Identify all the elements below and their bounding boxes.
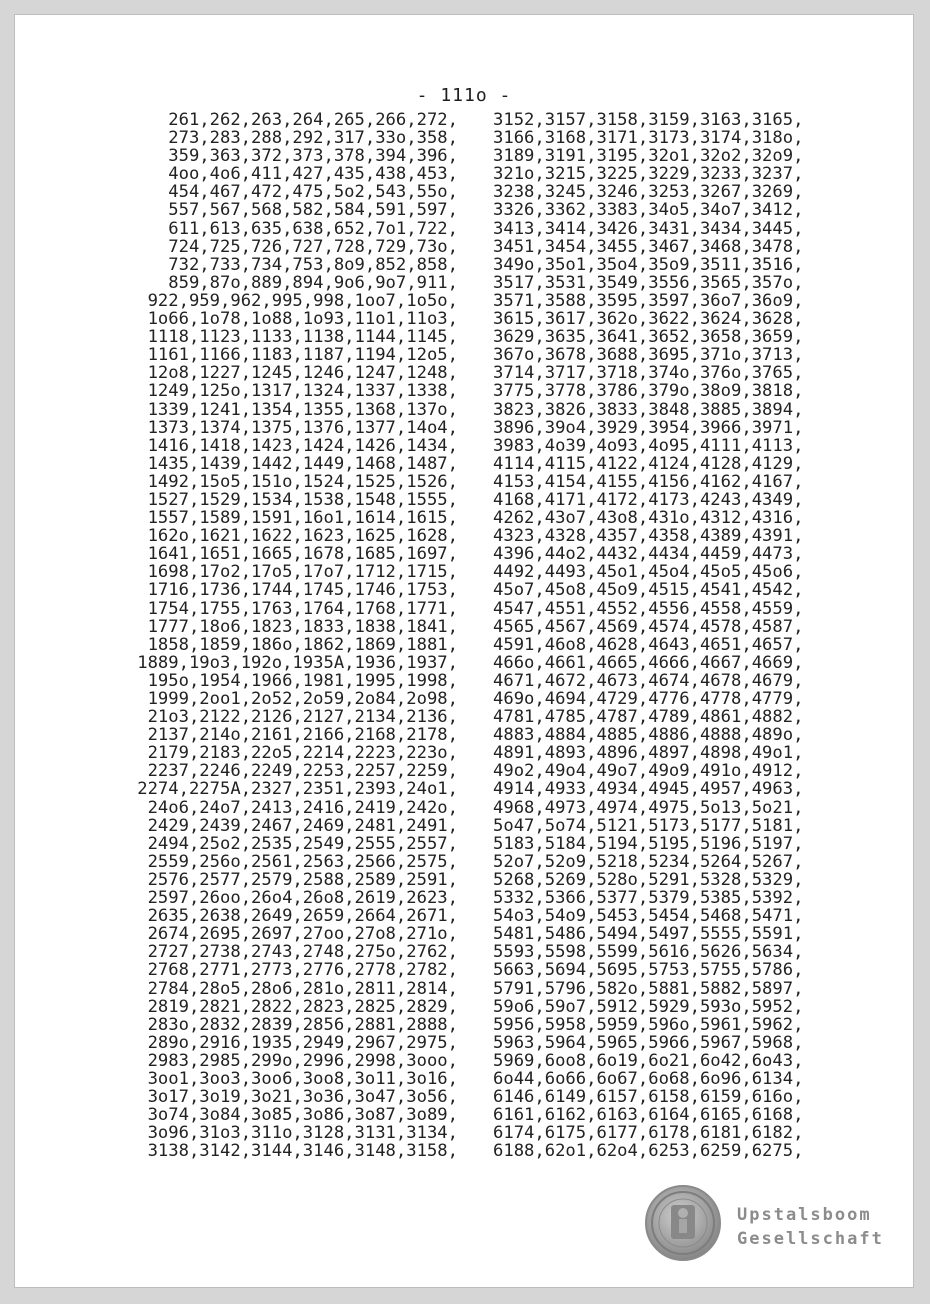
- right-column-line: 45o7,45o8,45o9,4515,4541,4542,: [493, 580, 804, 601]
- left-column-line: 2768,2771,2773,2776,2778,2782,: [147, 960, 458, 981]
- left-column-line: 195o,1954,1966,1981,1995,1998,: [147, 670, 458, 691]
- right-column-line: 52o7,52o9,5218,5234,5264,5267,: [493, 851, 804, 872]
- right-column-line: 4565,4567,4569,4574,4578,4587,: [493, 616, 804, 637]
- left-column-line: 1161,1166,1183,1187,1194,12o5,: [147, 345, 458, 366]
- right-column-line: 4968,4973,4974,4975,5o13,5o21,: [493, 797, 804, 818]
- left-column-line: 21o3,2122,2126,2127,2134,2136,: [147, 707, 458, 728]
- right-column-line: 4168,4171,4172,4173,4243,4349,: [493, 489, 804, 510]
- right-column-line: 3326,3362,3383,34o5,34o7,3412,: [493, 200, 804, 221]
- right-column-line: 6161,6162,6163,6164,6165,6168,: [493, 1105, 804, 1126]
- left-column-line: 1858,1859,186o,1862,1869,1881,: [147, 634, 458, 655]
- left-column-line: 454,467,472,475,5o2,543,55o,: [168, 182, 458, 203]
- right-column-line: 321o,3215,3225,3229,3233,3237,: [493, 164, 804, 185]
- left-column-line: 1118,1123,1133,1138,1144,1145,: [147, 327, 458, 348]
- right-column-line: 349o,35o1,35o4,35o9,3511,3516,: [493, 254, 804, 275]
- left-column-line: 2635,2638,2649,2659,2664,2671,: [147, 906, 458, 927]
- right-column-line: 4492,4493,45o1,45o4,45o5,45o6,: [493, 562, 804, 583]
- right-column-line: 3413,3414,3426,3431,3434,3445,: [493, 218, 804, 239]
- right-column-line: 3166,3168,3171,3173,3174,318o,: [493, 128, 804, 149]
- left-column-line: 1527,1529,1534,1538,1548,1555,: [147, 489, 458, 510]
- watermark-line-1: Upstalsboom: [737, 1205, 872, 1225]
- right-column-line: 3517,3531,3549,3556,3565,357o,: [493, 272, 804, 293]
- right-column-line: 5268,5269,528o,5291,5328,5329,: [493, 869, 804, 890]
- right-column-line: 3775,3778,3786,379o,38o9,3818,: [493, 381, 804, 402]
- left-column-line: 732,733,734,753,8o9,852,858,: [168, 254, 458, 275]
- left-column-line: 1339,1241,1354,1355,1368,137o,: [147, 399, 458, 420]
- left-column-line: 2494,25o2,2535,2549,2555,2557,: [147, 833, 458, 854]
- left-column-line: 289o,2916,1935,2949,2967,2975,: [147, 1032, 458, 1053]
- left-column-line: 4oo,4o6,411,427,435,438,453,: [168, 164, 458, 185]
- left-column-line: 273,283,288,292,317,33o,358,: [168, 128, 458, 149]
- right-column-line: 3615,3617,362o,3622,3624,3628,: [493, 309, 804, 330]
- upstalsboom-seal-icon: [645, 1185, 721, 1261]
- right-column-line: 5593,5598,5599,5616,5626,5634,: [493, 942, 804, 963]
- left-column-line: 24o6,24o7,2413,2416,2419,242o,: [147, 797, 458, 818]
- left-column-line: 3o74,3o84,3o85,3o86,3o87,3o89,: [147, 1105, 458, 1126]
- left-column-line: 2274,2275A,2327,2351,2393,24o1,: [137, 779, 458, 800]
- left-column-line: 2559,256o,2561,2563,2566,2575,: [147, 851, 458, 872]
- right-column-line: 367o,3678,3688,3695,371o,3713,: [493, 345, 804, 366]
- left-column-line: 1249,125o,1317,1324,1337,1338,: [147, 381, 458, 402]
- right-column-line: 3983,4o39,4o93,4o95,4111,4113,: [493, 435, 804, 456]
- left-column-line: 2597,26oo,26o4,26o8,2619,2623,: [147, 888, 458, 909]
- left-column-line: 261,262,263,264,265,266,272,: [168, 110, 458, 130]
- right-column-line: 59o6,59o7,5912,5929,593o,5952,: [493, 996, 804, 1017]
- left-column-line: 3o96,31o3,311o,3128,3131,3134,: [147, 1123, 458, 1144]
- right-column-line: 3451,3454,3455,3467,3468,3478,: [493, 236, 804, 257]
- left-column-line: 724,725,726,727,728,729,73o,: [168, 236, 458, 257]
- left-column-line: 3138,3142,3144,3146,3148,3158,: [147, 1141, 458, 1162]
- left-column-line: 359,363,372,373,378,394,396,: [168, 146, 458, 167]
- left-column-line: 2137,214o,2161,2166,2168,2178,: [147, 725, 458, 746]
- page-number: - 111o -: [416, 85, 512, 106]
- right-column-line: 5969,6oo8,6o19,6o21,6o42,6o43,: [493, 1050, 804, 1071]
- left-column-line: 1698,17o2,17o5,17o7,1712,1715,: [147, 562, 458, 583]
- left-column-line: 1373,1374,1375,1376,1377,14o4,: [147, 417, 458, 438]
- right-column-line: 4671,4672,4673,4674,4678,4679,: [493, 670, 804, 691]
- right-column-line: 4914,4933,4934,4945,4957,4963,: [493, 779, 804, 800]
- left-column-line: 1889,19o3,192o,1935A,1936,1937,: [137, 652, 458, 673]
- left-column-line: 283o,2832,2839,2856,2881,2888,: [147, 1014, 458, 1035]
- left-column-line: 2784,28o5,28o6,281o,2811,2814,: [147, 978, 458, 999]
- right-column-line: 4591,46o8,4628,4643,4651,4657,: [493, 634, 804, 655]
- left-column-line: 2819,2821,2822,2823,2825,2829,: [147, 996, 458, 1017]
- left-column-line: 1999,2oo1,2o52,2o59,2o84,2o98,: [147, 689, 458, 709]
- right-column-line: 3152,3157,3158,3159,3163,3165,: [493, 110, 804, 130]
- right-column-line: 6o44,6o66,6o67,6o68,6o96,6134,: [493, 1068, 804, 1089]
- watermark-brand: [737, 1203, 884, 1251]
- right-column-line: 5791,5796,582o,5881,5882,5897,: [493, 978, 804, 999]
- right-column-line: 4547,4551,4552,4556,4558,4559,: [493, 598, 804, 619]
- right-column-line: 54o3,54o9,5453,5454,5468,5471,: [493, 906, 804, 927]
- left-column-line: 2237,2246,2249,2253,2257,2259,: [147, 761, 458, 782]
- right-column-line: 5663,5694,5695,5753,5755,5786,: [493, 960, 804, 981]
- left-column-line: 2727,2738,2743,2748,275o,2762,: [147, 942, 458, 963]
- left-column-line: 557,567,568,582,584,591,597,: [168, 200, 458, 221]
- left-number-column: [137, 111, 458, 1160]
- right-column-line: 5481,5486,5494,5497,5555,5591,: [493, 924, 804, 945]
- left-column-line: 162o,1621,1622,1623,1625,1628,: [147, 526, 458, 547]
- left-column-line: 1777,18o6,1823,1833,1838,1841,: [147, 616, 458, 637]
- left-column-line: 922,959,962,995,998,1oo7,1o5o,: [147, 290, 458, 311]
- right-column-line: 4396,44o2,4432,4434,4459,4473,: [493, 544, 804, 565]
- left-column-line: 2983,2985,299o,2996,2998,3ooo,: [147, 1050, 458, 1071]
- right-column-line: 4781,4785,4787,4789,4861,4882,: [493, 707, 804, 728]
- left-column-line: 1o66,1o78,1o88,1o93,11o1,11o3,: [147, 309, 458, 330]
- right-column-line: 3238,3245,3246,3253,3267,3269,: [493, 182, 804, 203]
- right-column-line: 5956,5958,5959,596o,5961,5962,: [493, 1014, 804, 1035]
- watermark-line-2: Gesellschaft: [737, 1229, 884, 1249]
- right-column-line: 6174,6175,6177,6178,6181,6182,: [493, 1123, 804, 1144]
- right-column-line: 6188,62o1,62o4,6253,6259,6275,: [493, 1141, 804, 1162]
- right-column-line: 4323,4328,4357,4358,4389,4391,: [493, 526, 804, 547]
- left-column-line: 611,613,635,638,652,7o1,722,: [168, 218, 458, 239]
- right-column-line: 4891,4893,4896,4897,4898,49o1,: [493, 743, 804, 764]
- document-page: [15, 15, 913, 1287]
- left-column-line: 2674,2695,2697,27oo,27o8,271o,: [147, 924, 458, 945]
- right-column-line: 4883,4884,4885,4886,4888,489o,: [493, 725, 804, 746]
- left-column-line: 1557,1589,1591,16o1,1614,1615,: [147, 508, 458, 529]
- right-column-line: 3896,39o4,3929,3954,3966,3971,: [493, 417, 804, 438]
- left-column-line: 2429,2439,2467,2469,2481,2491,: [147, 815, 458, 836]
- left-column-line: 1435,1439,1442,1449,1468,1487,: [147, 453, 458, 474]
- right-column-line: 5o47,5o74,5121,5173,5177,5181,: [493, 815, 804, 836]
- left-column-line: 3oo1,3oo3,3oo6,3oo8,3o11,3o16,: [147, 1068, 458, 1089]
- right-number-column: [493, 111, 803, 1160]
- right-column-line: 4114,4115,4122,4124,4128,4129,: [493, 453, 804, 474]
- left-column-line: 1492,15o5,151o,1524,1525,1526,: [147, 471, 458, 492]
- left-column-line: 2576,2577,2579,2588,2589,2591,: [147, 869, 458, 890]
- left-column-line: 1641,1651,1665,1678,1685,1697,: [147, 544, 458, 565]
- right-column-line: 5183,5184,5194,5195,5196,5197,: [493, 833, 804, 854]
- right-column-line: 5963,5964,5965,5966,5967,5968,: [493, 1032, 804, 1053]
- left-column-line: 12o8,1227,1245,1246,1247,1248,: [147, 363, 458, 384]
- left-column-line: 3o17,3o19,3o21,3o36,3o47,3o56,: [147, 1087, 458, 1108]
- right-column-line: 4262,43o7,43o8,431o,4312,4316,: [493, 508, 804, 529]
- left-column-line: 1754,1755,1763,1764,1768,1771,: [147, 598, 458, 619]
- right-column-line: 5332,5366,5377,5379,5385,5392,: [493, 888, 804, 909]
- right-column-line: 3714,3717,3718,374o,376o,3765,: [493, 363, 804, 384]
- left-column-line: 1716,1736,1744,1745,1746,1753,: [147, 580, 458, 601]
- left-column-line: 2179,2183,22o5,2214,2223,223o,: [147, 743, 458, 764]
- right-column-line: 3571,3588,3595,3597,36o7,36o9,: [493, 290, 804, 311]
- right-column-line: 469o,4694,4729,4776,4778,4779,: [493, 689, 804, 709]
- right-column-line: 3823,3826,3833,3848,3885,3894,: [493, 399, 804, 420]
- left-column-line: 859,87o,889,894,9o6,9o7,911,: [168, 272, 458, 293]
- right-column-line: 4153,4154,4155,4156,4162,4167,: [493, 471, 804, 492]
- right-column-line: 6146,6149,6157,6158,6159,616o,: [493, 1087, 804, 1108]
- right-column-line: 3629,3635,3641,3652,3658,3659,: [493, 327, 804, 348]
- right-column-line: 3189,3191,3195,32o1,32o2,32o9,: [493, 146, 804, 167]
- right-column-line: 466o,4661,4665,4666,4667,4669,: [493, 652, 804, 673]
- right-column-line: 49o2,49o4,49o7,49o9,491o,4912,: [493, 761, 804, 782]
- left-column-line: 1416,1418,1423,1424,1426,1434,: [147, 435, 458, 456]
